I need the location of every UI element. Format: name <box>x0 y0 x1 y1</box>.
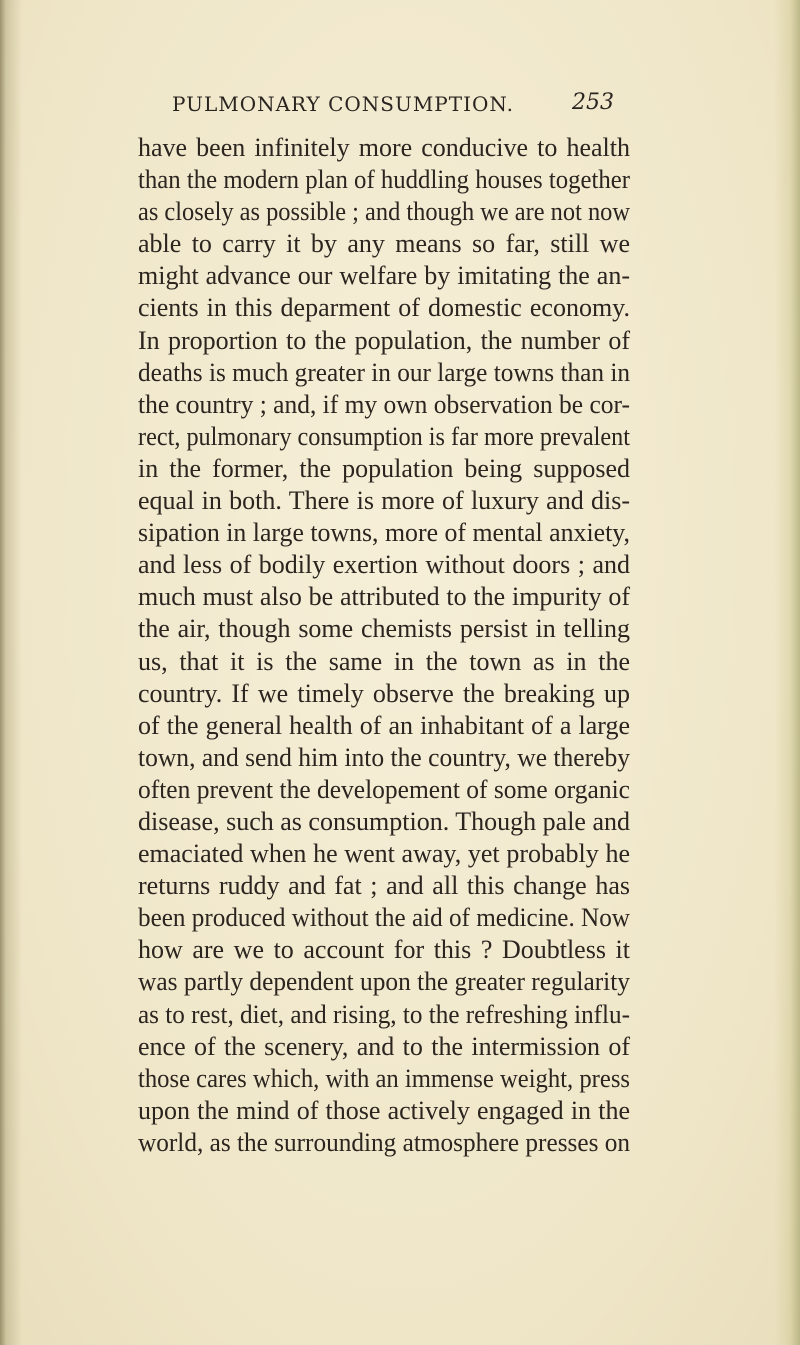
running-head: PULMONARY CONSUMPTION. <box>172 92 514 116</box>
text-line: much must also be attributed to the impurity of <box>138 582 630 612</box>
text-line: country. If we timely observe the breaking up <box>138 678 630 708</box>
text-line: cients in this deparment of domestic economy. <box>138 293 630 323</box>
text-line: the country ; and, if my own observation be cor- <box>138 389 630 419</box>
text-line: often prevent the developement of some organic <box>138 774 630 804</box>
page-number: 253 <box>572 90 614 115</box>
text-line: world, as the surrounding atmosphere presses on <box>138 1127 631 1157</box>
text-line: been produced without the aid of medicine. Now <box>138 903 630 933</box>
text-line: as to rest, diet, and rising, to the refreshing influ- <box>138 999 631 1029</box>
text-line: town, and send him into the country, we thereby <box>138 742 631 772</box>
text-line: ence of the scenery, and to the intermission of <box>138 1031 630 1061</box>
text-line: returns ruddy and fat ; and all this change has <box>138 871 630 901</box>
text-line: us, that it is the same in the town as in the <box>138 646 630 676</box>
text-line: was partly dependent upon the greater regularity <box>138 967 630 997</box>
text-line: how are we to account for this ? Doubtless it <box>138 935 630 965</box>
text-line: in the former, the population being supposed <box>138 453 630 483</box>
text-line: equal in both. There is more of luxury and dis- <box>138 486 630 516</box>
text-line: able to carry it by any means so far, still we <box>138 229 630 259</box>
text-line: have been infinitely more conducive to health <box>138 133 630 162</box>
text-line: the air, though some chemists persist in telling <box>138 614 630 644</box>
text-line: those cares which, with an immense weight, press <box>138 1063 631 1093</box>
text-line: upon the mind of those actively engaged in the <box>138 1095 630 1125</box>
text-line: In proportion to the population, the number of <box>138 325 630 355</box>
text-line: deaths is much greater in our large towns than in <box>138 357 631 387</box>
text-line: disease, such as consumption. Though pale and <box>138 806 630 836</box>
text-line: as closely as possible ; and though we are not now <box>138 197 630 227</box>
text-line: than the modern plan of huddling houses together <box>138 165 631 195</box>
text-line: emaciated when he went away, yet probably he <box>138 839 630 869</box>
text-line: rect, pulmonary consumption is far more prevalent <box>138 421 631 451</box>
page-header <box>0 84 800 124</box>
text-line: might advance our welfare by imitating the an- <box>138 261 630 291</box>
text-line: of the general health of an inhabitant of a large <box>138 710 630 740</box>
body-text <box>138 132 630 1159</box>
text-line: sipation in large towns, more of mental anxiety, <box>138 518 630 548</box>
text-line: and less of bodily exertion without doors ; and <box>138 550 630 580</box>
